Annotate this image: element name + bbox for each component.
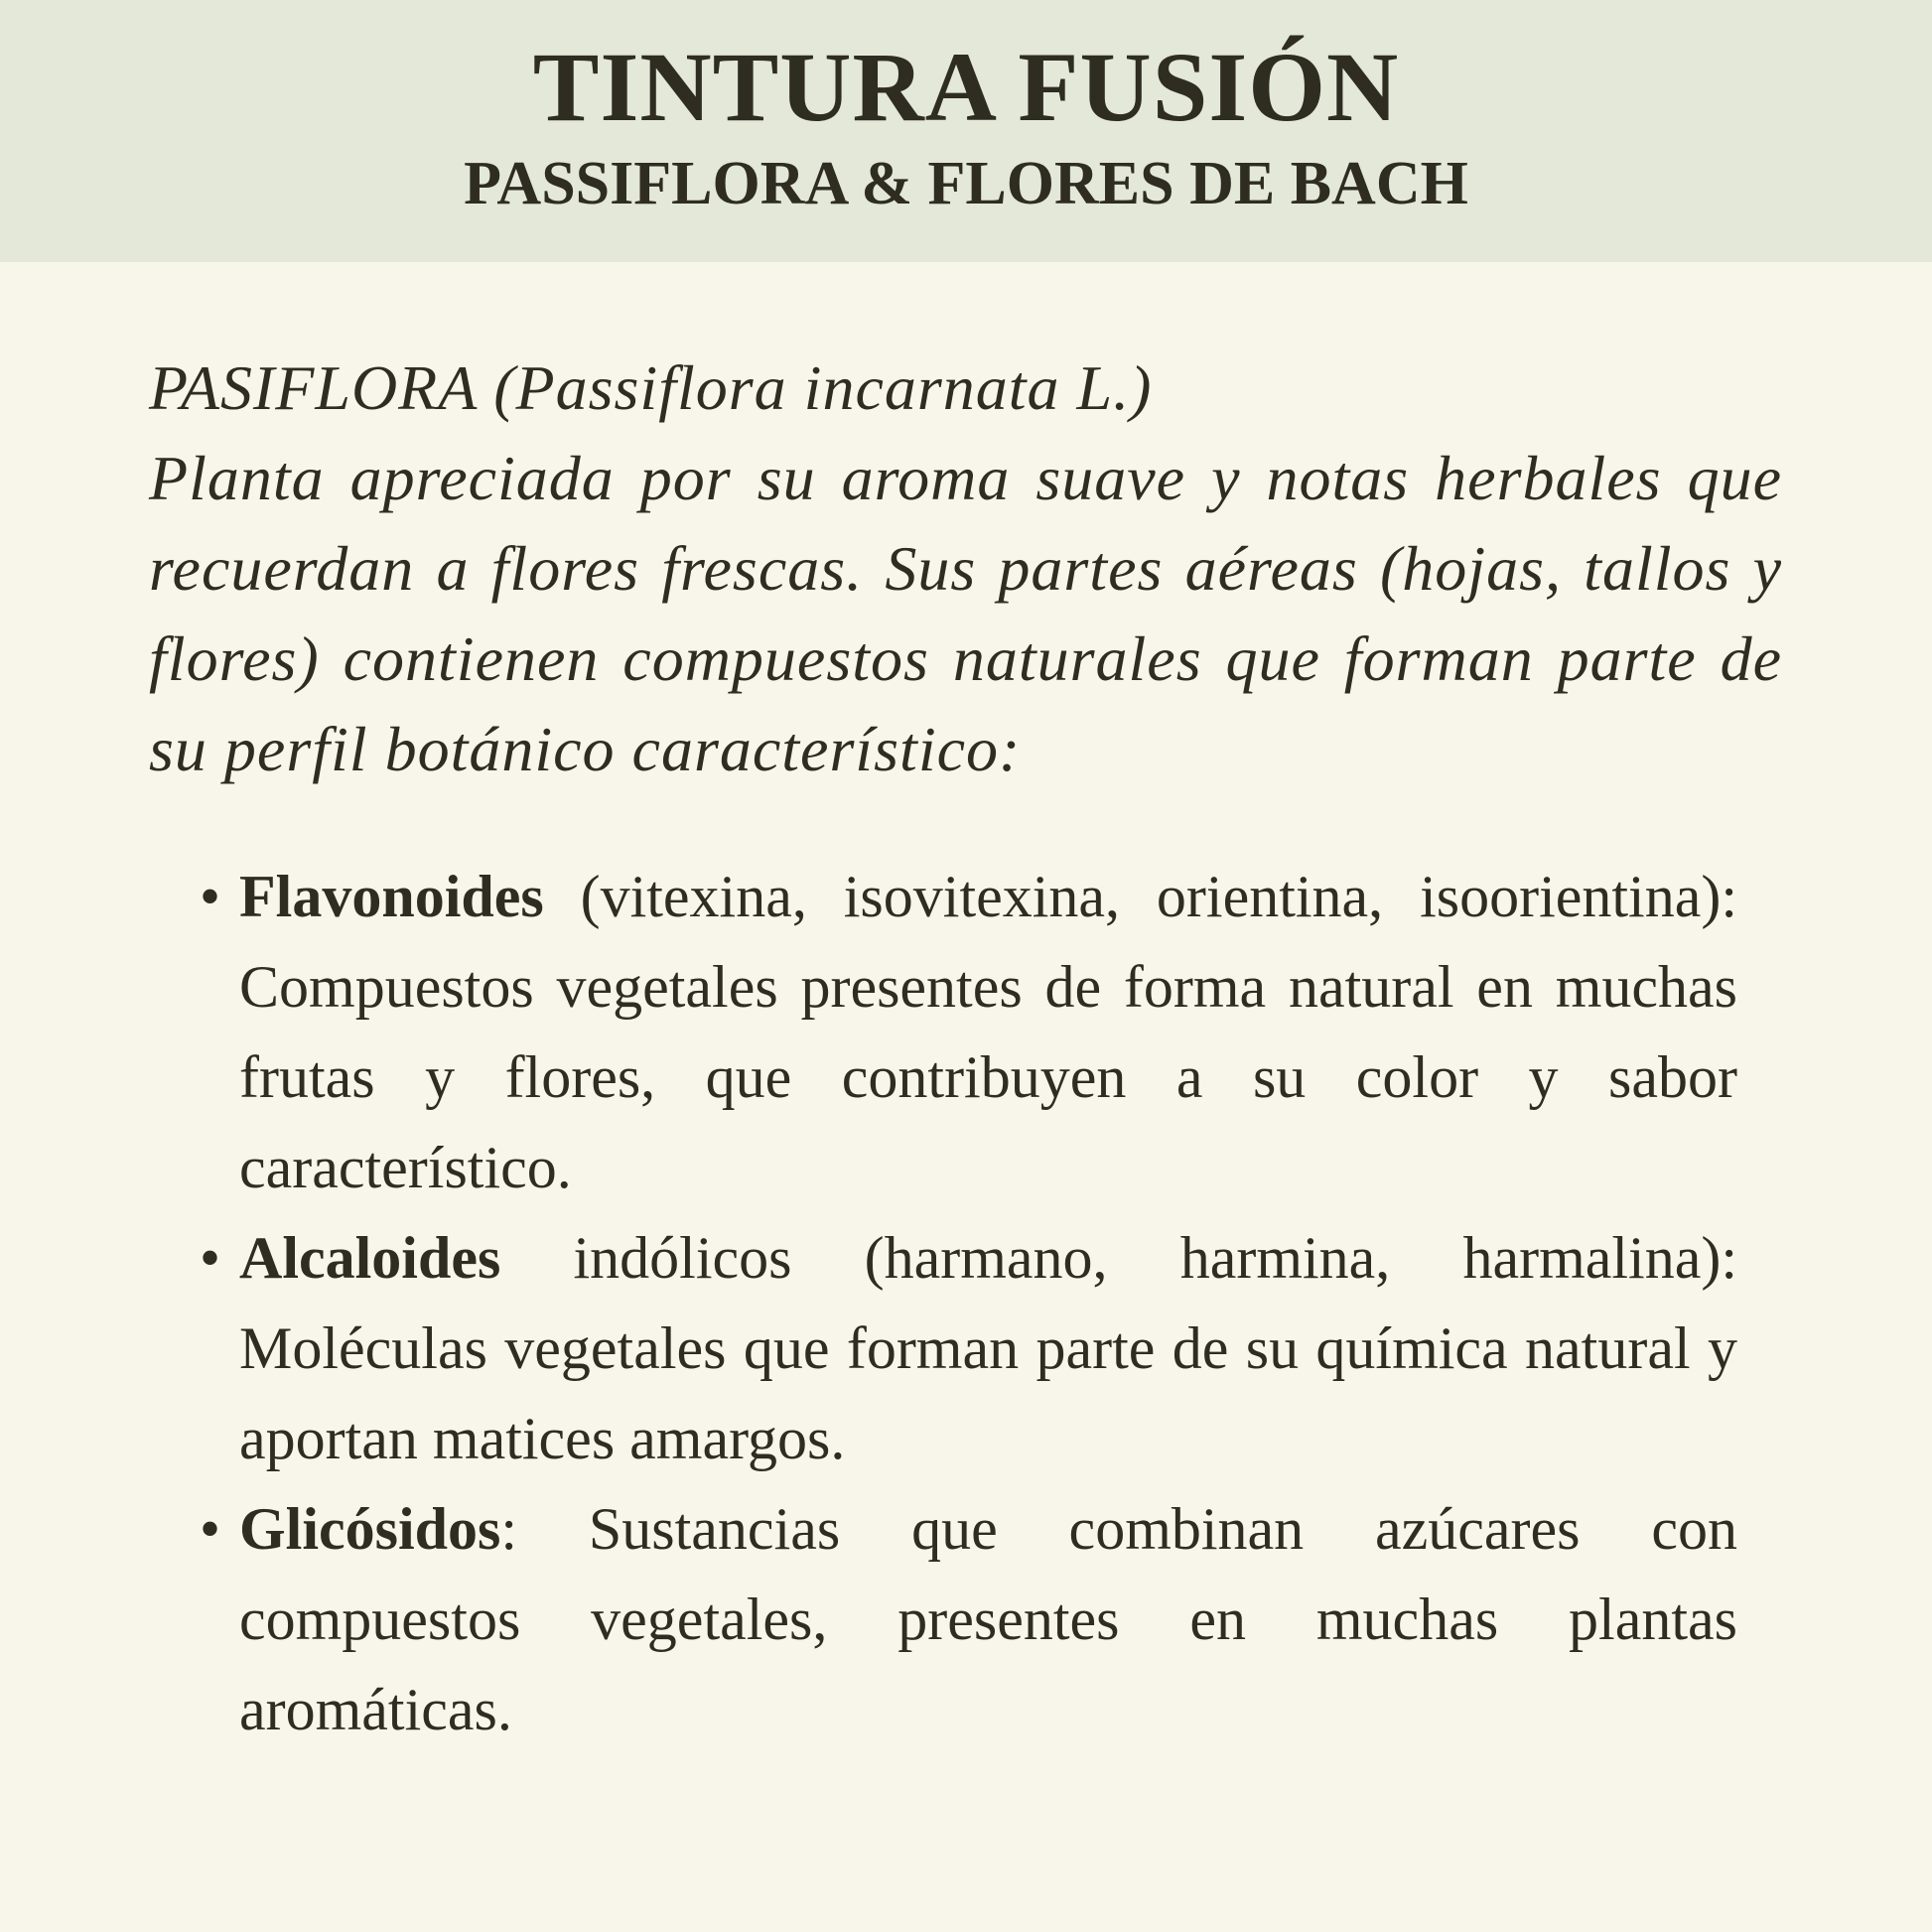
- list-item: [194, 1213, 1737, 1484]
- list-item: [194, 1484, 1737, 1755]
- bullet-icon: •: [200, 1225, 221, 1291]
- compound-term: Flavonoides: [239, 864, 544, 929]
- compound-description: indólicos (harmano, harmina, harmalina): Moléculas vegetales que forman parte de su química natural y aportan matices amargos.: [239, 1225, 1737, 1471]
- compound-description: : Sustancias que combinan azúcares con compuestos vegetales, presentes en muchas plantas aromáticas.: [239, 1496, 1737, 1742]
- plant-description: Planta apreciada por su aroma suave y notas herbales que recuerdan a flores frescas. Sus partes aéreas (hojas, tallos y flores) contienen compuestos naturales que forman parte de su perfil botánico característico:: [149, 443, 1782, 784]
- bullet-icon: •: [200, 1496, 221, 1562]
- compound-term: Alcaloides: [239, 1225, 501, 1291]
- bullet-icon: •: [200, 864, 221, 929]
- header-banner: [0, 0, 1932, 262]
- page-title: TINTURA FUSIÓN: [532, 32, 1400, 142]
- page-subtitle: PASSIFLORA & FLORES DE BACH: [464, 150, 1468, 217]
- compound-term: Glicósidos: [239, 1496, 501, 1562]
- intro-paragraph: [149, 343, 1782, 794]
- plant-name: PASIFLORA (Passiflora incarnata L.): [149, 352, 1153, 423]
- compounds-list: [194, 852, 1737, 1755]
- list-item: [194, 852, 1737, 1213]
- compound-description: (vitexina, isovitexina, orientina, isoorientina): Compuestos vegetales presentes de forma natural en muchas frutas y flores, que contribuyen a su color y sabor característico.: [239, 864, 1737, 1200]
